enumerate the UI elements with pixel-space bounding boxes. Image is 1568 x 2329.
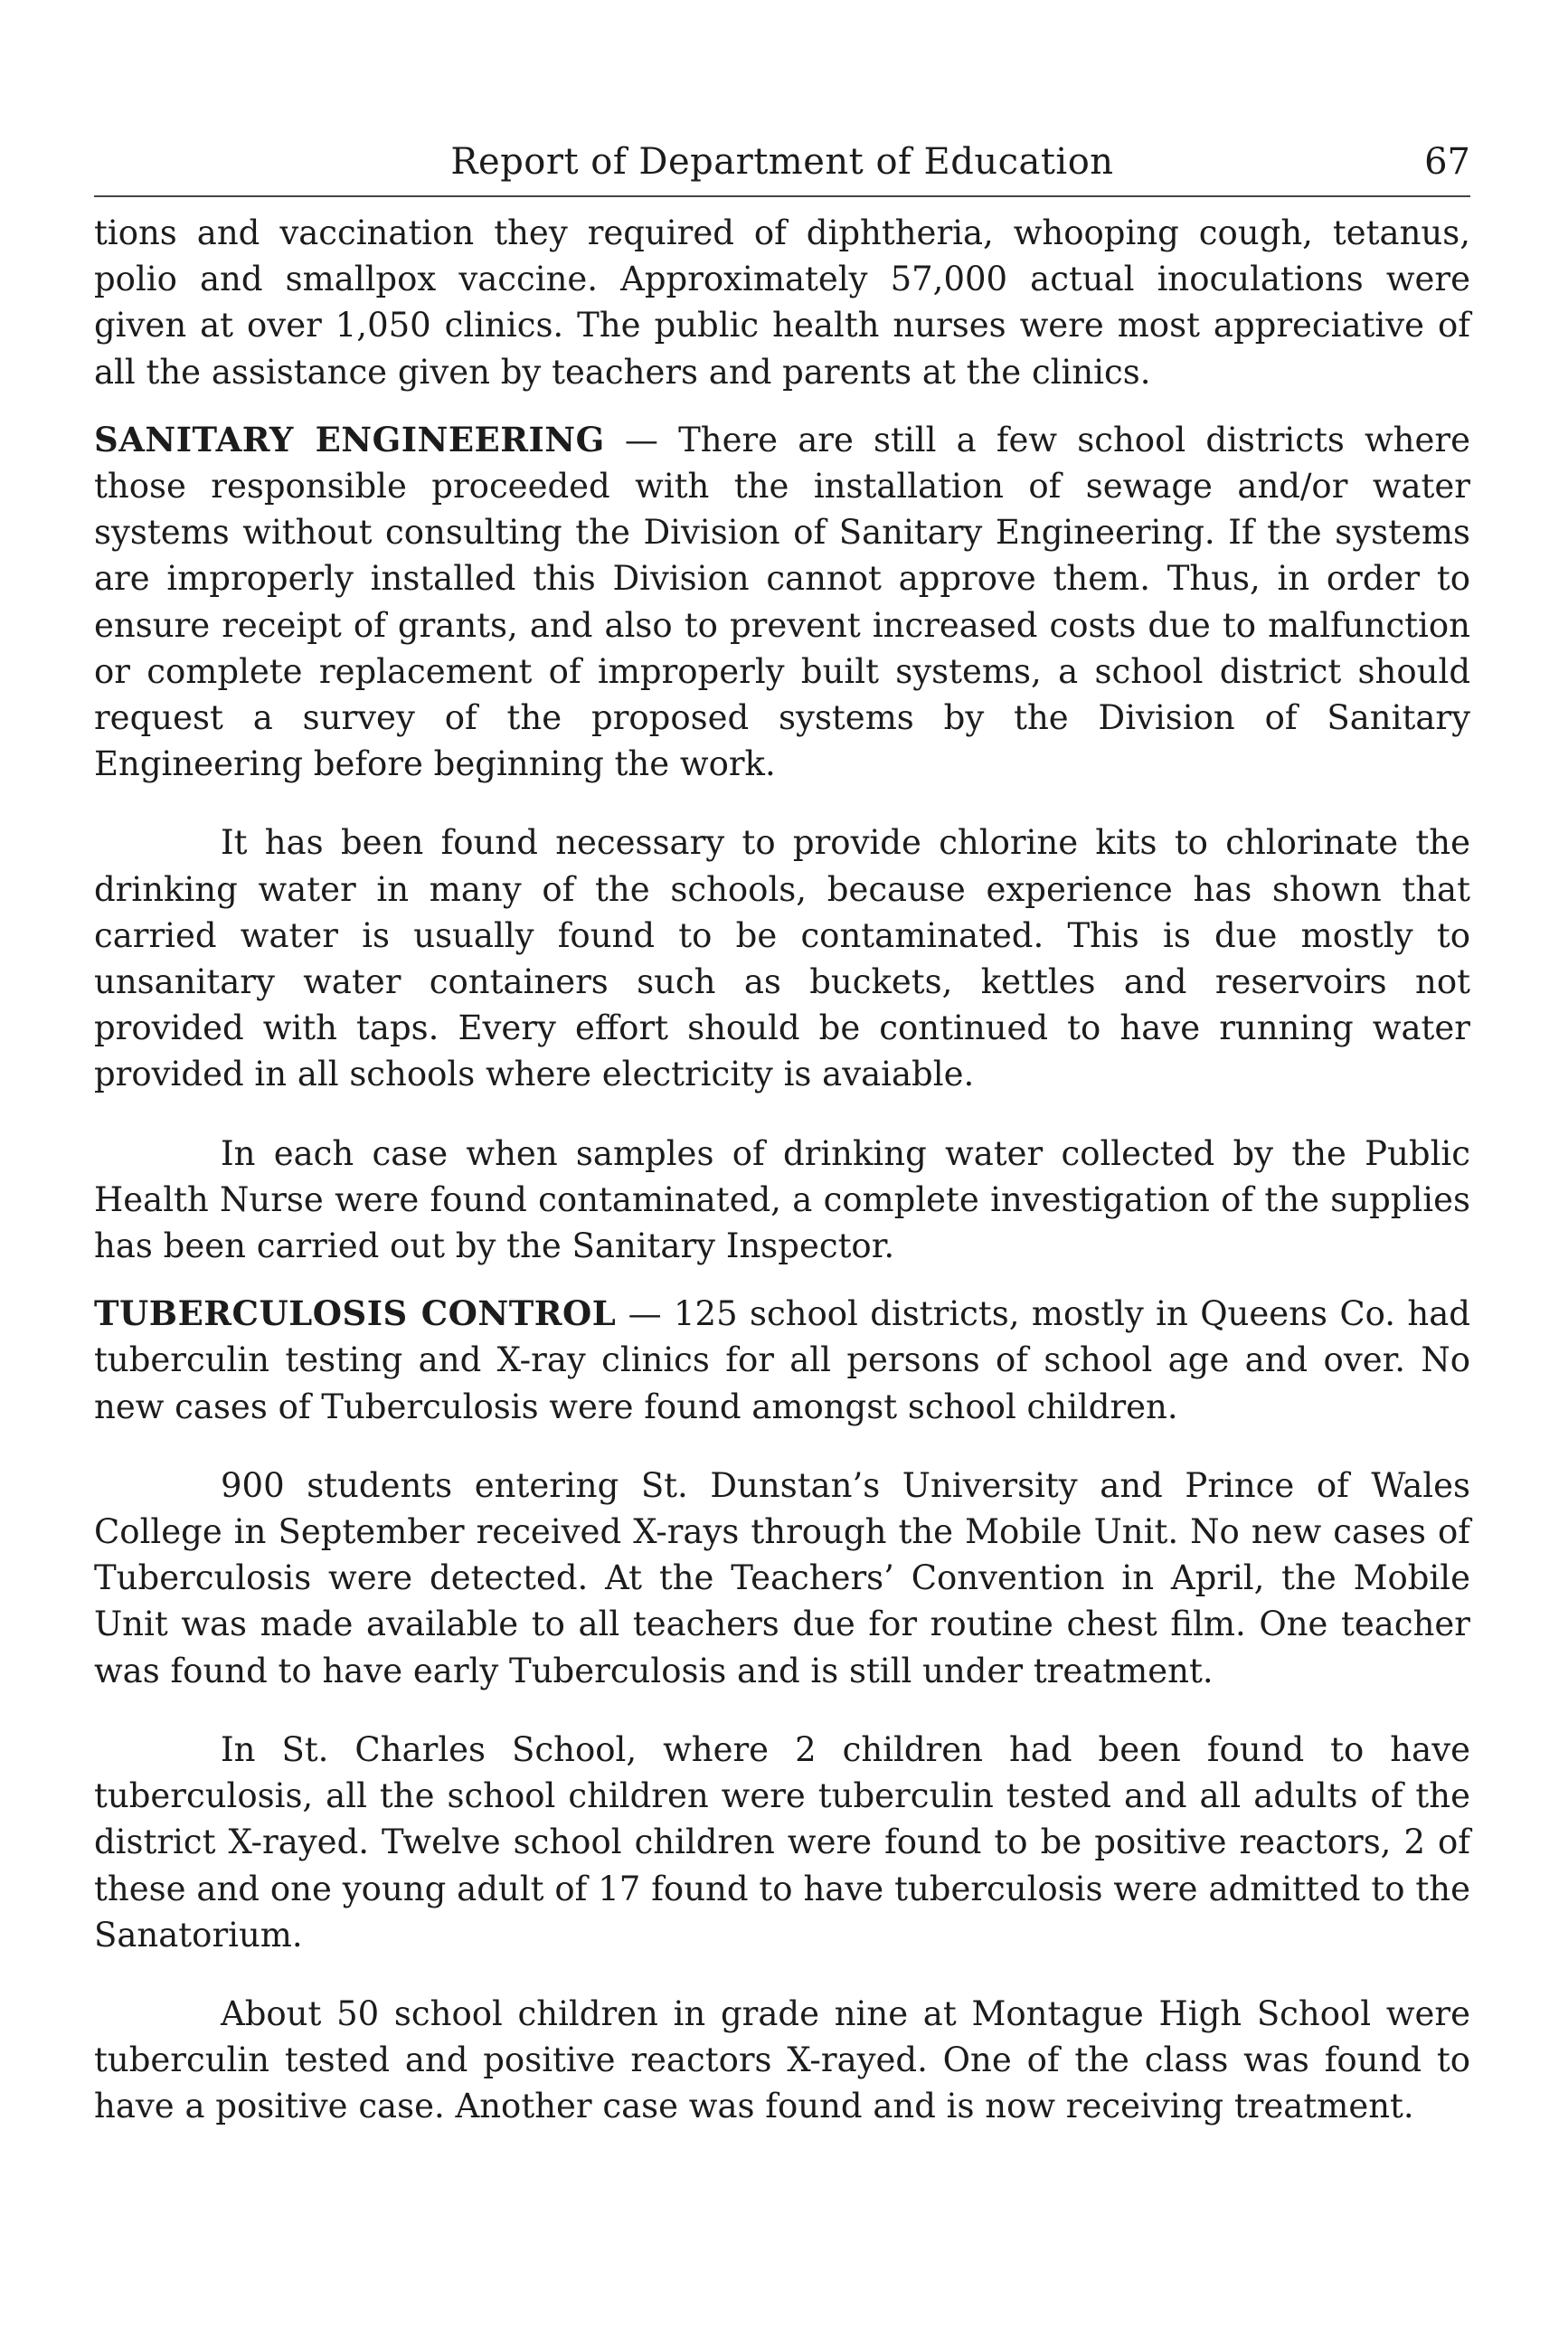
- paragraph-st-charles: [94, 1727, 1470, 1958]
- paragraph-chlorine-kits: [94, 819, 1470, 1097]
- paragraph-sanitary-engineering: [94, 417, 1470, 788]
- paragraph-text: In St. Charles School, where 2 children had been found to have tuberculosis, all the school children were tuberculin tested and all adults of the district X-rayed. Twelve school children were found to be positive reactors, 2 of these and one young adult of 17 found to have tuberculosis were admitted to the Sanatorium.: [94, 1729, 1470, 1955]
- paragraph-text: It has been found necessary to provide chlorine kits to chlorinate the drinking water in many of the schools, because experience has shown that carried water is usually found to be contaminated. This is due mostly to unsanitary water containers such as buckets, kettles and reservoirs not provided with taps. Every effort should be continued to have running water provided in all schools where electricity is avaiable.: [94, 823, 1470, 1094]
- paragraph-text: — There are still a few school districts where those responsible proceeded with the installation of sewage and/or water systems without consulting the Division of Sanitary Engineering. If the systems are improperly installed this Division cannot approve them. Thus, in order to ensure receipt of grants, and also to prevent increased costs due to malfunction or complete replacement of improperly built systems, a school district should request a survey of the proposed systems by the Division of Sanitary Engineering before beginning the work.: [94, 420, 1470, 784]
- body-text: [94, 210, 1470, 2130]
- paragraph-tuberculosis-control: [94, 1291, 1470, 1430]
- page-number: 67: [1424, 141, 1470, 183]
- paragraph-spacer: [94, 1098, 1470, 1131]
- running-header: [94, 134, 1470, 190]
- paragraph-water-samples: [94, 1131, 1470, 1270]
- paragraph-spacer: [94, 787, 1470, 819]
- paragraph-text: — 125 school districts, mostly in Queens Co. had tuberculin testing and X-ray clinics for all persons of school age and over. No new cases of Tuberculosis were found amongst school children.: [94, 1294, 1470, 1426]
- section-heading-sanitary-engineering: SANITARY ENGINEERING: [94, 419, 605, 459]
- paragraph-text: In each case when samples of drinking water collected by the Public Health Nurse were found contaminated, a complete investigation of the supplies has been carried out by the Sanitary Inspector.: [94, 1133, 1470, 1266]
- paragraph-spacer: [94, 1958, 1470, 1991]
- paragraph-mobile-unit: [94, 1463, 1470, 1694]
- paragraph-spacer: [94, 1269, 1470, 1291]
- header-rule: [94, 195, 1470, 197]
- paragraph-text: About 50 school children in grade nine at Montague High School were tuberculin tested and positive reactors X-rayed. One of the class was found to have a positive case. Another case was found and is now receiving treatment.: [94, 1993, 1470, 2126]
- section-heading-tuberculosis-control: TUBERCULOSIS CONTROL: [94, 1293, 617, 1334]
- paragraph-inoculations: [94, 210, 1470, 395]
- paragraph-spacer: [94, 1694, 1470, 1727]
- document-page: [94, 134, 1470, 2130]
- paragraph-text: tions and vaccination they required of diphtheria, whooping cough, tetanus, polio and smallpox vaccine. Approximately 57,000 actual inoculations were given at over 1,050 clinics. The public health nurses were most appreciative of all the assistance given by teachers and parents at the clinics.: [94, 213, 1470, 392]
- running-title: Report of Department of Education: [450, 141, 1114, 183]
- paragraph-text: 900 students entering St. Dunstan’s University and Prince of Wales College in September received X-rays through the Mobile Unit. No new cases of Tuberculosis were detected. At the Teachers’ Convention in April, the Mobile Unit was made available to all teachers due for routine chest film. One teacher was found to have early Tuberculosis and is still under treatment.: [94, 1465, 1470, 1690]
- paragraph-spacer: [94, 1430, 1470, 1463]
- paragraph-montague: [94, 1991, 1470, 2130]
- paragraph-spacer: [94, 395, 1470, 417]
